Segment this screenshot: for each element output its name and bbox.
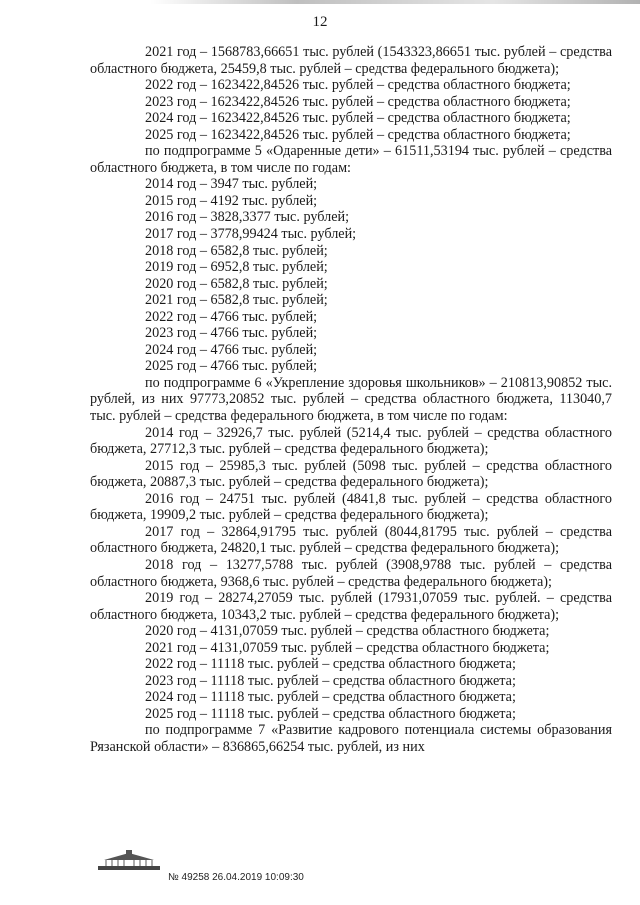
paragraph: 2017 год – 3778,99424 тыс. рублей; [145, 226, 357, 243]
paragraph: 2019 год – 6952,8 тыс. рублей; [145, 259, 328, 276]
scan-edge-artifact [150, 0, 640, 4]
paragraph: 2021 год – 4131,07059 тыс. рублей – средства областного бюджета; [145, 639, 550, 656]
paragraph: 2015 год – 4192 тыс. рублей; [145, 192, 318, 209]
page-number: 12 [312, 14, 328, 30]
paragraph: 2024 год – 11118 тыс. рублей – средства областного бюджета; [145, 689, 516, 706]
paragraph: 2023 год – 11118 тыс. рублей – средства областного бюджета; [145, 672, 516, 689]
paragraph: 2021 год – 1568783,66651 тыс. рублей (1543323,86651 тыс. рублей – средства областного бюджета, 25459,8 тыс. рублей – средства федерального бюджета); [90, 44, 612, 77]
registration-stamp: № 49258 26.04.2019 10:09:30 [168, 872, 304, 883]
paragraph: 2017 год – 32864,91795 тыс. рублей (8044,81795 тыс. рублей – средства областного бюджета, 24820,1 тыс. рублей – средства федерального бюджета); [90, 523, 612, 557]
paragraph: 2016 год – 3828,3377 тыс. рублей; [145, 209, 350, 226]
paragraph: 2018 год – 13277,5788 тыс. рублей (3908,9788 тыс. рублей – средства областного бюджета, 9368,6 тыс. рублей – средства федерального бюджета); [90, 556, 612, 590]
paragraph: по подпрограмме 5 «Одаренные дети» – 61511,53194 тыс. рублей – средства областного бюджета, в том числе по годам: [90, 143, 612, 176]
paragraph: 2014 год – 32926,7 тыс. рублей (5214,4 тыс. рублей – средства областного бюджета, 27712,3 тыс. рублей – средства федерального бюджета); [90, 424, 612, 458]
paragraph: 2025 год – 11118 тыс. рублей – средства областного бюджета; [145, 705, 516, 722]
paragraph: 2016 год – 24751 тыс. рублей (4841,8 тыс. рублей – средства областного бюджета, 19909,2 тыс. рублей – средства федерального бюджета); [90, 490, 612, 524]
paragraph: 2020 год – 4131,07059 тыс. рублей – средства областного бюджета; [145, 623, 550, 640]
paragraph: 2014 год – 3947 тыс. рублей; [145, 176, 318, 193]
paragraph: 2015 год – 25985,3 тыс. рублей (5098 тыс. рублей – средства областного бюджета, 20887,3 тыс. рублей – средства федерального бюджета); [90, 457, 612, 491]
paragraph: 2022 год – 11118 тыс. рублей – средства областного бюджета; [145, 656, 516, 673]
paragraph: 2019 год – 28274,27059 тыс. рублей (17931,07059 тыс. рублей. – средства областного бюджета, 10343,2 тыс. рублей – средства федерального бюджета); [90, 590, 612, 623]
paragraph: 2024 год – 1623422,84526 тыс. рублей – средства областного бюджета; [145, 110, 571, 127]
paragraph: 2024 год – 4766 тыс. рублей; [145, 341, 318, 358]
government-building-logo [96, 850, 162, 872]
paragraph: 2020 год – 6582,8 тыс. рублей; [145, 275, 328, 292]
paragraph: 2021 год – 6582,8 тыс. рублей; [145, 292, 328, 309]
paragraph: 2023 год – 1623422,84526 тыс. рублей – средства областного бюджета; [145, 93, 571, 110]
paragraph: 2018 год – 6582,8 тыс. рублей; [145, 242, 328, 259]
paragraph: 2025 год – 4766 тыс. рублей; [145, 358, 318, 375]
document-body [90, 44, 612, 756]
paragraph: 2025 год – 1623422,84526 тыс. рублей – средства областного бюджета; [145, 126, 571, 143]
paragraph: 2022 год – 1623422,84526 тыс. рублей – средства областного бюджета; [145, 77, 571, 94]
paragraph: по подпрограмме 6 «Укрепление здоровья школьников» – 210813,90852 тыс. рублей, из них 97773,20852 тыс. рублей – средства областного бюджета, 113040,7 тыс. рублей – средства федерального бюджета, в том числе по годам: [90, 374, 612, 425]
paragraph: 2022 год – 4766 тыс. рублей; [145, 308, 318, 325]
paragraph: по подпрограмме 7 «Развитие кадрового потенциала системы образования Рязанской области» – 836865,66254 тыс. рублей, из них [90, 722, 612, 755]
paragraph: 2023 год – 4766 тыс. рублей; [145, 325, 318, 342]
